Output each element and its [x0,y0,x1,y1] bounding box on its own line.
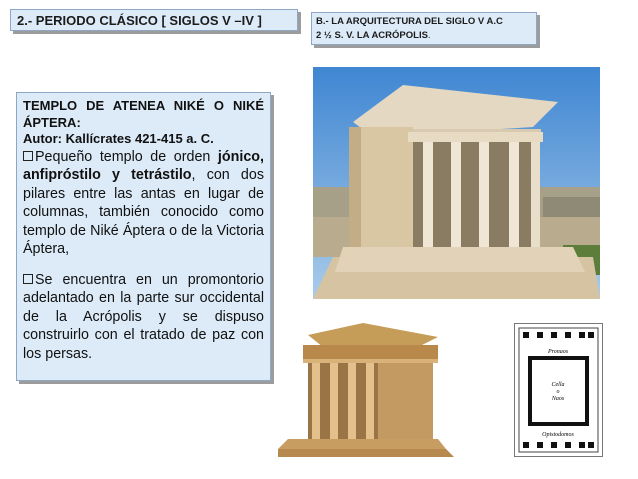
section-subtitle [311,12,537,45]
temple-photo [313,67,600,299]
temple-model-image [278,315,454,465]
checkbox-bullet-icon [23,151,33,161]
plan-label-cella: Cella [551,382,565,388]
plan-label-o: o [556,389,560,395]
description-box [16,92,271,381]
temple-heading: TEMPLO DE ATENEA NIKÉ O NIKÉ ÁPTERA: [23,98,264,130]
temple-author: Autor: Kallícrates 421-415 a. C. [23,131,214,146]
paragraph-1: Pequeño templo de orden jónico, anfipróstilo y tetrástilo, con dos pilares entre las antas en lugar de columnas, también conocido como templo de Niké Áptera o de la Victoria Áptera, [23,148,264,257]
plan-label-opistodomos: Opistodomos [542,432,574,438]
plan-label-pronaos: Pronaos [547,349,569,355]
slide-title: 2.- PERIODO CLÁSICO [ SIGLOS V –IV ] [10,9,298,31]
checkbox-bullet-icon [23,274,33,284]
paragraph-2: Se encuentra en un promontorio adelantado en la parte sur occidental de la Acrópolis y se dispuso construirlo con el tratado de paz con los persas. [23,271,264,362]
plan-label-naos: Naos [551,396,565,402]
temple-floor-plan [514,323,603,457]
subtitle-line-1: B.- LA ARQUITECTURA DEL SIGLO V A.C [316,16,503,27]
subtitle-line-2: 2 ½ S. V. LA ACRÓPOLIS. [316,30,431,41]
